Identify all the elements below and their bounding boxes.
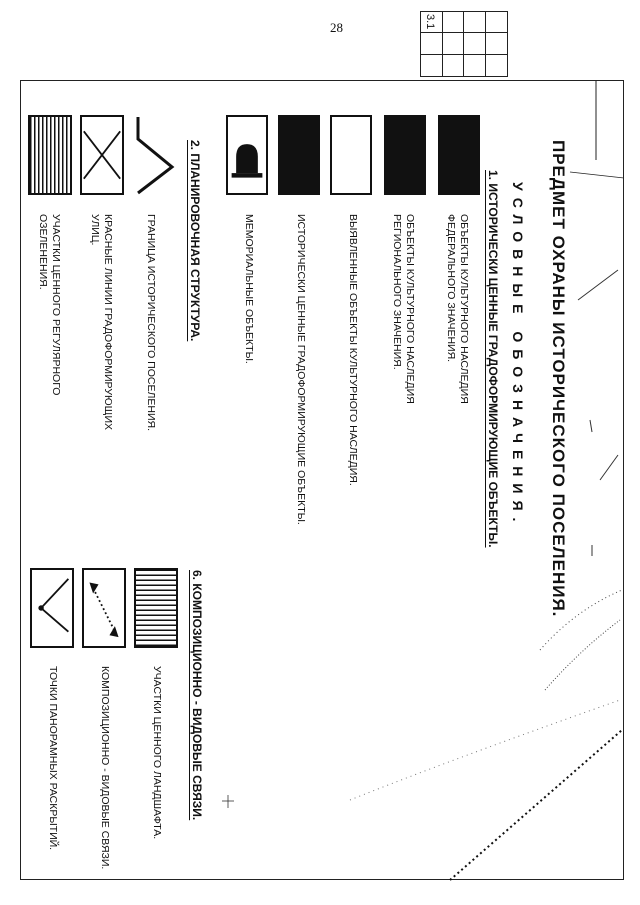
- legend-label: ОБЪЕКТЫ КУЛЬТУРНОГО НАСЛЕДИЯ РЕГИОНАЛЬНОГО ЗНАЧЕНИЯ.: [391, 214, 416, 404]
- boundary-line-icon: [132, 115, 178, 195]
- regional-heritage-symbol: [384, 115, 426, 195]
- legend-label: ИСТОРИЧЕСКИ ЦЕННЫЕ ГРАДОФОРМИРУЮЩИЕ ОБЪЕКТЫ.: [295, 214, 307, 525]
- legend-label: КОМПОЗИЦИОННО - ВИДОВЫЕ СВЯЗИ.: [99, 666, 111, 870]
- legend-subtitle: УСЛОВНЫЕ ОБОЗНАЧЕНИЯ.: [510, 182, 526, 529]
- stamp-code: 3.1: [424, 14, 436, 30]
- view-connection-icon: [82, 568, 126, 648]
- panorama-point-icon: [30, 568, 74, 648]
- memorial-icon: [226, 115, 268, 195]
- page-number: 28: [330, 20, 343, 35]
- legend-label: ГРАНИЦА ИСТОРИЧЕСКОГО ПОСЕЛЕНИЯ.: [145, 214, 157, 432]
- legend-label: УЧАСТКИ ЦЕННОГО ЛАНДШАФТА.: [151, 666, 163, 840]
- green-areas-symbol: [28, 115, 72, 195]
- section2-heading: 2. ПЛАНИРОВОЧНАЯ СТРУКТУРА.: [188, 140, 202, 342]
- legend-label: ОБЪЕКТЫ КУЛЬТУРНОГО НАСЛЕДИЯ ФЕДЕРАЛЬНОГО ЗНАЧЕНИЯ.: [445, 214, 470, 404]
- legend-label: ВЫЯВЛЕННЫЕ ОБЪЕКТЫ КУЛЬТУРНОГО НАСЛЕДИЯ.: [347, 214, 359, 486]
- federal-heritage-symbol: [438, 115, 480, 195]
- legend-label: КРАСНЫЕ ЛИНИИ ГРАДОФОРМИРУЮЩИХ УЛИЦ.: [89, 214, 114, 430]
- landscape-symbol: [134, 568, 178, 648]
- document-stamp: [420, 11, 508, 77]
- section1-heading: 1. ИСТОРИЧЕСКИ ЦЕННЫЕ ГРАДОФОРМИРУЮЩИЕ ОБЪЕКТЫ.: [486, 170, 500, 548]
- document-title: ПРЕДМЕТ ОХРАНЫ ИСТОРИЧЕСКОГО ПОСЕЛЕНИЯ.: [549, 140, 568, 618]
- section6-heading: 6. КОМПОЗИЦИОННО - ВИДОВЫЕ СВЯЗИ.: [190, 570, 204, 821]
- red-lines-icon: [80, 115, 124, 195]
- legend-label: УЧАСТКИ ЦЕННОГО РЕГУЛЯРНОГО ОЗЕЛЕНЕНИЯ.: [37, 214, 62, 396]
- legend-label: ТОЧКИ ПАНОРАМНЫХ РАСКРЫТИЙ.: [47, 666, 59, 851]
- valuable-objects-symbol: [278, 115, 320, 195]
- identified-heritage-symbol: [330, 115, 372, 195]
- legend-label: МЕМОРИАЛЬНЫЕ ОБЪЕКТЫ.: [243, 214, 255, 364]
